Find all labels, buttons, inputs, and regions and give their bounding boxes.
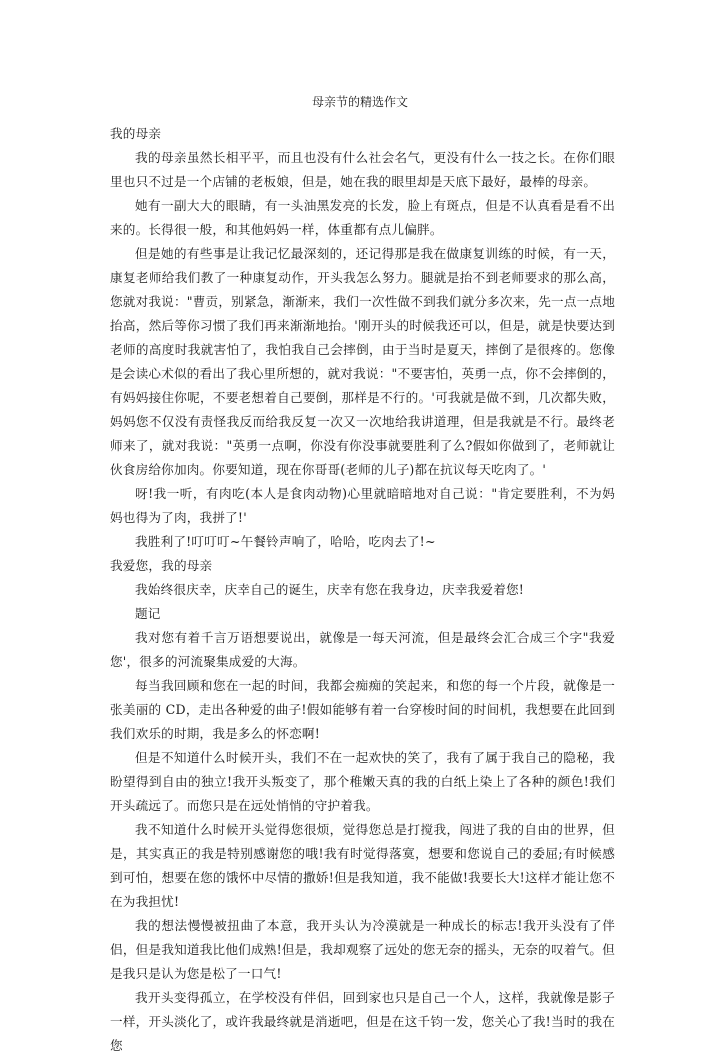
document-title: 母亲节的精选作文: [311, 95, 408, 109]
paragraph: 我的母亲虽然长相平平，而且也没有什么社会名气，更没有什么一技之长。在你们眼里也只不过是一个店铺的老板娘，但是，她在我的眼里却是天底下最好，最棒的母亲。: [110, 150, 615, 189]
paragraph: 呀!我一听，有肉吃(本人是食肉动物)心里就暗暗地对自己说："肯定要胜利，不为妈妈也得为了肉，我拼了!': [110, 486, 615, 525]
paragraph: 但是她的有些事是让我记忆最深刻的，还记得那是我在做康复训练的时候，有一天，康复老师给我们教了一种康复动作，开头我怎么努力。腿就是抬不到老师要求的那么高，您就对我说："曹贡，别紧急，渐渐来，我们一次性做不到我们就分多次来，先一点一点地抬高，然后等你习惯了我们再来渐渐地抬。'刚开头的时候我还可以，但是，就是快要达到老师的高度时我就害怕了，我怕我自己会摔倒，由于当时是夏天，摔倒了是很疼的。您像是会读心术似的看出了我心里所想的，就对我说："不要害怕，英勇一点，你不会摔倒的，有妈妈接住你呢，不要老想着自己要倒，那样是不行的。'可我就是做不到，几次都失败，妈妈您不仅没有责怪我反而给我反复一次又一次地给我讲道理，但是我就是不行。最终老师来了，就对我说："英勇一点啊，你没有你没事就要胜利了么?假如你做到了，老师就让伙食房给你加肉。你要知道，现在你哥哥(老师的儿子)都在抗议每天吃肉了。': [110, 246, 615, 477]
paragraph: 我不知道什么时候开头觉得您很烦，觉得您总是打搅我，闯进了我的自由的世界，但是，其实真正的我是特别感谢您的哦!我有时觉得落寞，想要和您说自己的委屈;有时候感到可怕，想要在您的饿怀中尽情的撒娇!但是我知道，我不能做!我要长大!这样才能让您不在为我担忧!: [110, 822, 615, 909]
paragraph: 题记: [135, 606, 161, 621]
section-heading: 我爱您，我的母亲: [110, 558, 213, 573]
paragraph: 但是不知道什么时候开头，我们不在一起欢快的笑了，我有了属于我自己的隐秘，我盼望得到自由的独立!我开头叛变了，那个稚嫩天真的我的白纸上染上了各种的颜色!我们开头疏远了。而您只是在远处悄悄的守护着我。: [110, 750, 615, 813]
section-heading: 我的母亲: [110, 126, 162, 141]
paragraph: 她有一副大大的眼睛，有一头油黑发亮的长发，脸上有斑点，但是不认真看是看不出来的。长得很一般，和其他妈妈一样，体重都有点儿偏胖。: [110, 198, 615, 237]
paragraph: 我开头变得孤立，在学校没有伴侣，回到家也只是自己一个人，这样，我就像是影子一样，开头淡化了，或许我最终就是消逝吧，但是在这千钧一发，您关心了我!当时的我在您: [110, 990, 615, 1053]
paragraph: 我的想法慢慢被扭曲了本意，我开头认为冷漠就是一种成长的标志!我开头没有了伴侣，但是我知道我比他们成熟!但是，我却观察了远处的您无奈的摇头，无奈的叹着气。但是我只是认为您是松了一口气!: [110, 918, 615, 981]
document-body: [110, 122, 615, 1058]
paragraph: 我对您有着千言万语想要说出，就像是一每天河流，但是最终会汇合成三个字"我爱您'，很多的河流聚集成爱的大海。: [110, 630, 615, 669]
paragraph: 我胜利了!叮叮叮~午餐铃声响了，哈哈，吃肉去了!~: [135, 534, 436, 549]
paragraph: 我始终很庆幸，庆幸自己的诞生，庆幸有您在我身边，庆幸我爱着您!: [135, 582, 525, 597]
paragraph: 每当我回顾和您在一起的时间，我都会痴痴的笑起来，和您的每一个片段，就像是一张美丽的 CD，走出各种爱的曲子!假如能够有着一台穿梭时间的时间机，我想要在此回到我们欢乐的时期，我是多么的怀恋啊!: [110, 678, 615, 741]
